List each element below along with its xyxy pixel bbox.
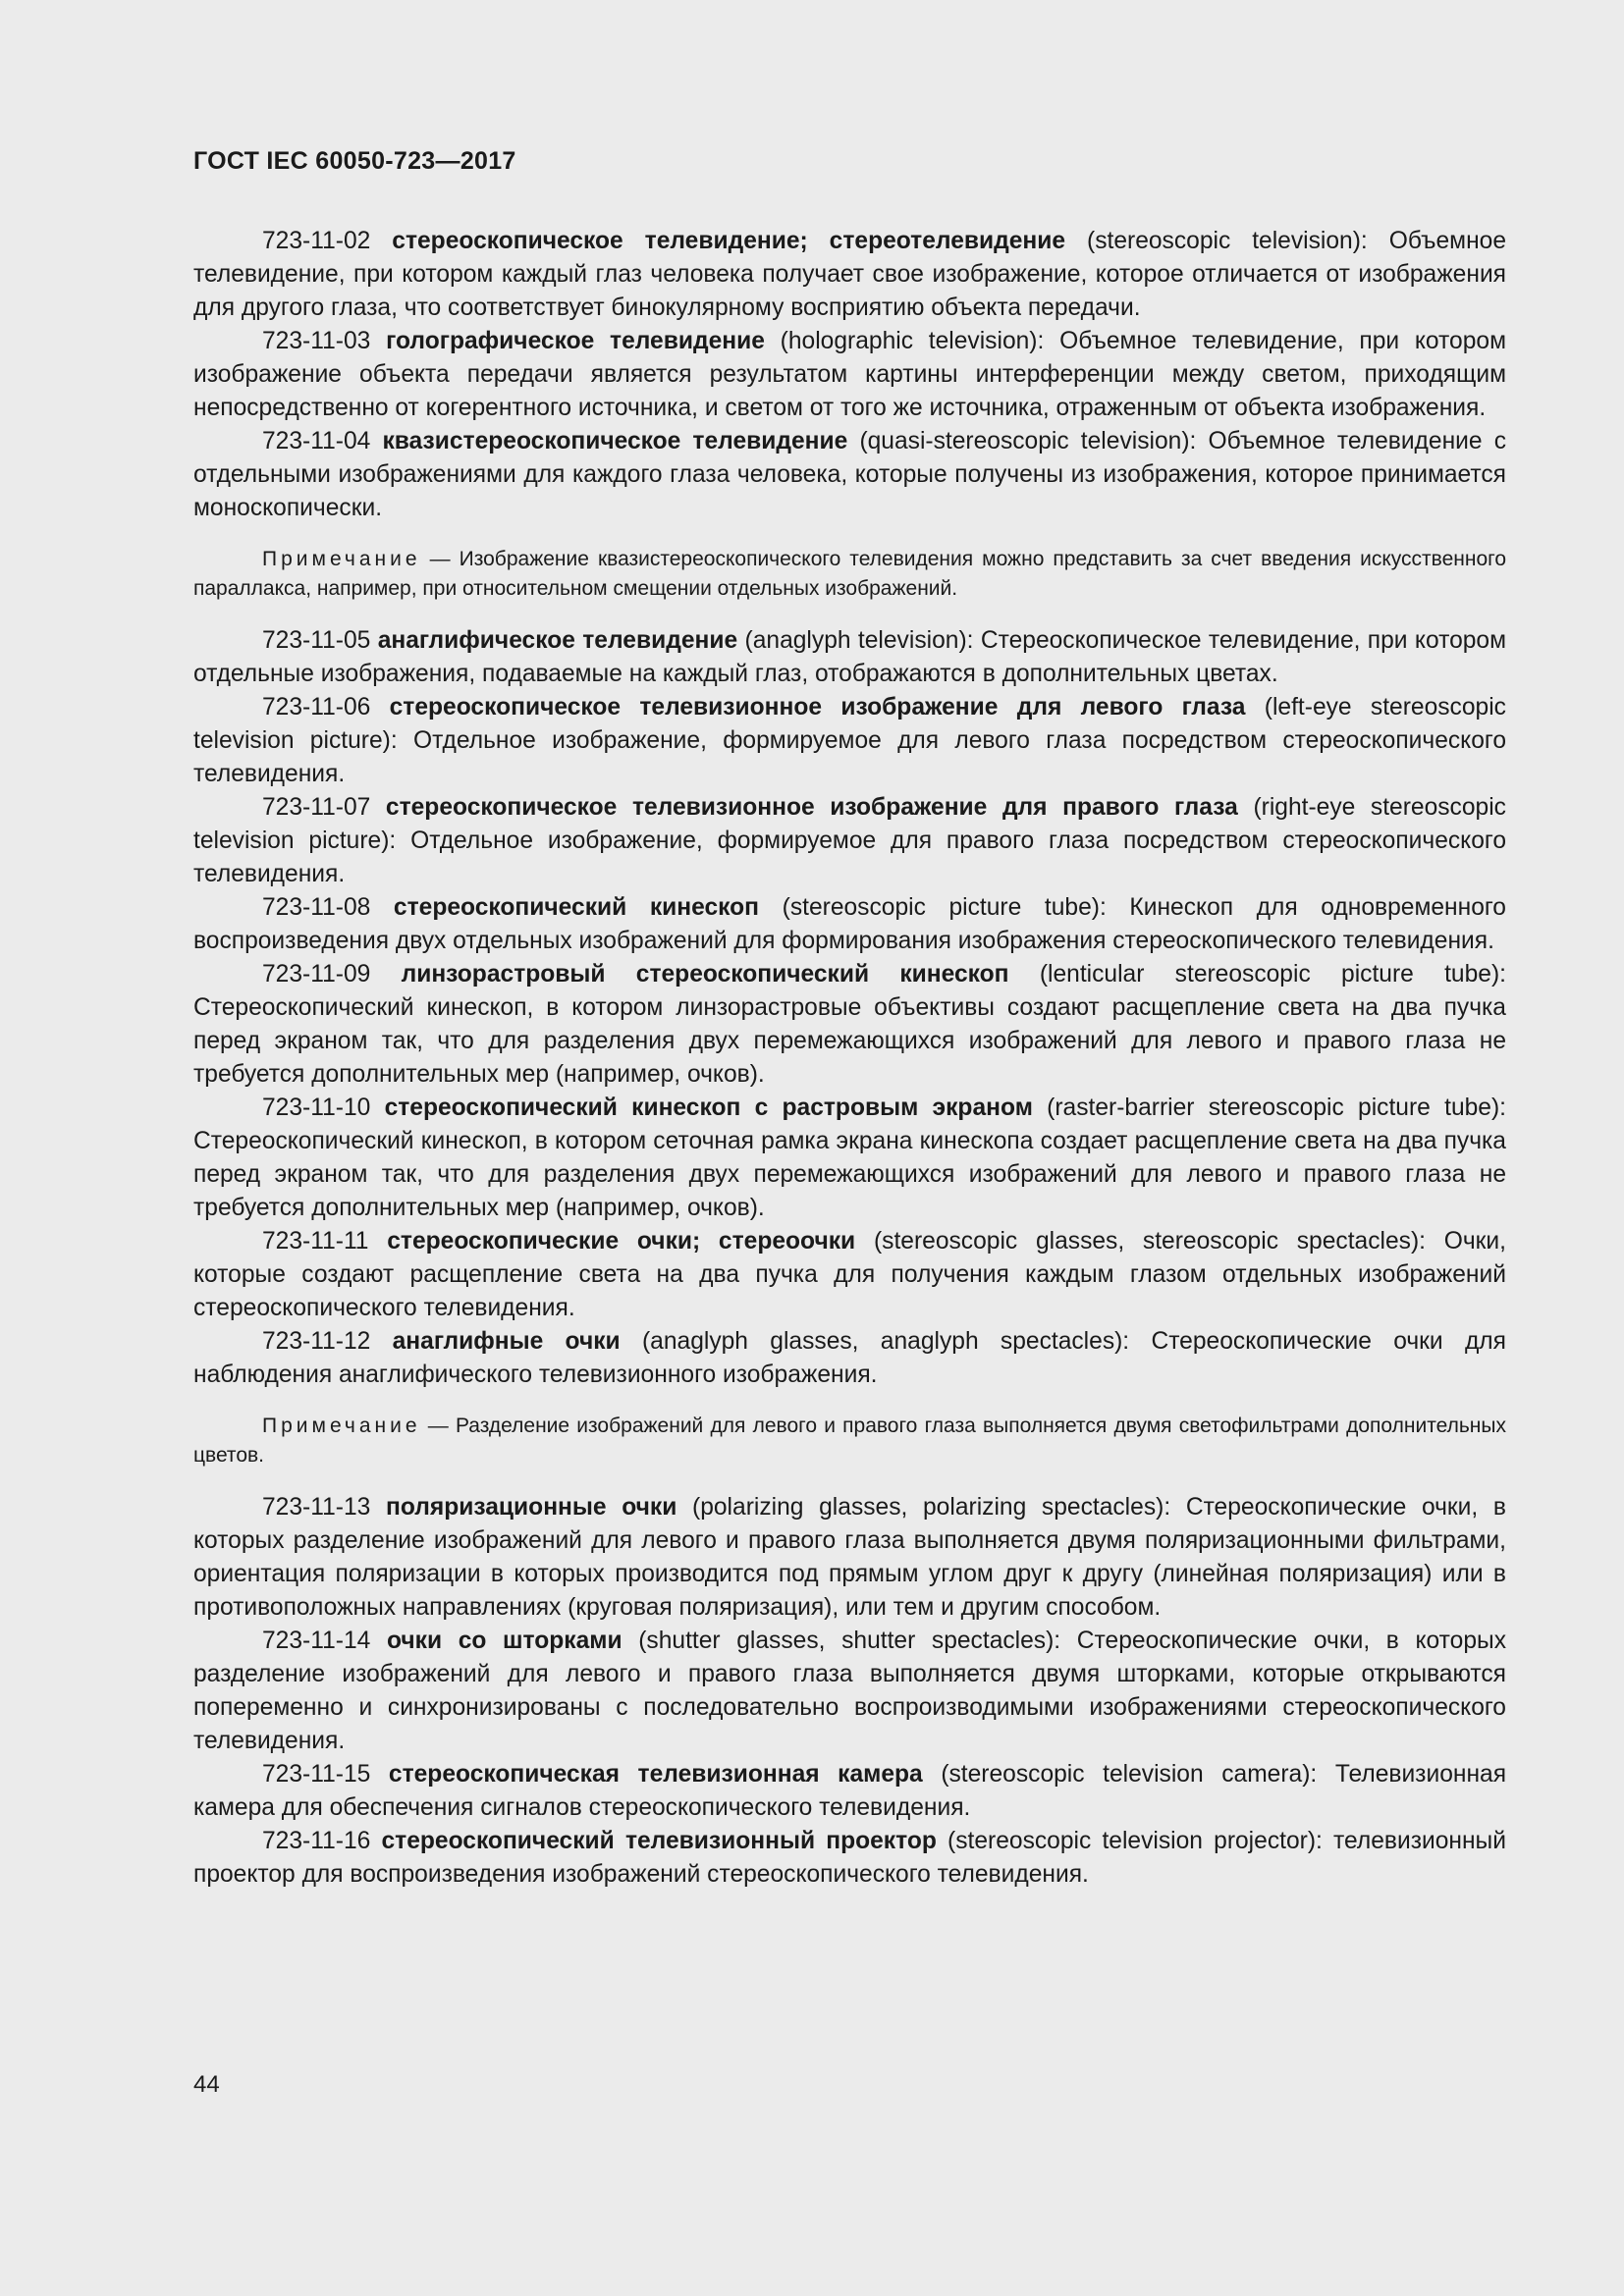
term-number: 723-11-08: [262, 894, 371, 921]
term-number: 723-11-10: [262, 1095, 371, 1121]
term-english: (quasi-stereoscopic television):: [859, 428, 1197, 454]
term-name: стереоскопическое телевизионное изображение для левого глаза: [389, 694, 1246, 721]
term-number: 723-11-15: [262, 1761, 371, 1788]
note-text: — Изображение квазистереоскопического телевидения можно представить за счет введения искусственного параллакса, например, при относительном смещении отдельных изображений.: [193, 548, 1506, 600]
term-definition: Объемное телевидение, при котором каждый глаз человека получает свое изображение, которое отличается от изображения для другого глаза, что соответствует бинокулярному восприятию объекта передачи.: [193, 228, 1507, 321]
document-body: [193, 225, 1506, 1892]
document-header: ГОСТ IEC 60050-723—2017: [193, 147, 516, 175]
term-entry: [193, 325, 1506, 425]
term-definition: Стереоскопические очки для наблюдения анаглифического телевизионного изображения.: [193, 1328, 1506, 1388]
term-entry: [193, 958, 1506, 1092]
term-english: (raster-barrier stereoscopic picture tube):: [1047, 1095, 1506, 1121]
term-english: (stereoscopic television):: [1087, 228, 1368, 254]
term-name: анаглифическое телевидение: [377, 627, 738, 654]
term-english: (stereoscopic television projector):: [947, 1828, 1323, 1854]
term-number: 723-11-07: [262, 794, 371, 821]
term-definition: Стереоскопический кинескоп, в котором линзорастровые объективы создают расщепление света на два пучка перед экраном так, что для разделения двух перемежающихся изображений для левого и правого глаза не требуется дополнительных мер (например, очков).: [193, 994, 1506, 1088]
term-entry: [193, 1758, 1506, 1825]
term-number: 723-11-02: [262, 228, 371, 254]
term-definition: телевизионный проектор для воспроизведения изображений стереоскопического телевидения.: [193, 1828, 1506, 1888]
term-definition: Отдельное изображение, формируемое для левого глаза посредством стереоскопического телевидения.: [193, 727, 1506, 787]
term-english: (polarizing glasses, polarizing spectacles):: [692, 1494, 1171, 1521]
term-name: линзорастровый стереоскопический кинескоп: [401, 961, 1009, 988]
term-entry: [193, 1225, 1506, 1325]
term-name: стереоскопическая телевизионная камера: [388, 1761, 923, 1788]
note: [193, 1412, 1506, 1470]
term-english: (right-eye stereoscopic television picture):: [193, 794, 1506, 854]
term-english: (holographic television):: [780, 328, 1045, 354]
term-name: стереоскопические очки; стереоочки: [387, 1228, 856, 1255]
term-english: (left-eye stereoscopic television picture):: [193, 694, 1506, 754]
term-name: стереоскопический телевизионный проектор: [381, 1828, 937, 1854]
term-definition: Объемное телевидение с отдельными изображениями для каждого глаза человека, которые получены из изображения, которое принимается моноскопически.: [193, 428, 1506, 521]
term-name: стереоскопический кинескоп с растровым экраном: [384, 1095, 1033, 1121]
term-entry: [193, 891, 1506, 958]
term-entry: [193, 791, 1506, 891]
term-number: 723-11-12: [262, 1328, 371, 1355]
term-name: очки со шторками: [386, 1628, 623, 1654]
term-definition: Стереоскопический кинескоп, в котором сеточная рамка экрана кинескопа создает расщепление света на два пучка перед экраном так, что для разделения двух перемежающихся изображений для левого и правого глаза не требуется дополнительных мер (например, очков).: [193, 1128, 1506, 1221]
note-text: — Разделение изображений для левого и правого глаза выполняется двумя светофильтрами дополнительных цветов.: [193, 1415, 1506, 1467]
term-entry: [193, 425, 1506, 525]
term-entry: [193, 624, 1506, 691]
note: [193, 545, 1506, 604]
term-name: поляризационные очки: [385, 1494, 677, 1521]
term-name: стереоскопическое телевизионное изображение для правого глаза: [385, 794, 1238, 821]
term-entry: [193, 225, 1506, 325]
term-number: 723-11-11: [262, 1228, 369, 1255]
term-english: (stereoscopic picture tube):: [782, 894, 1107, 921]
term-definition: Стереоскопические очки, в которых разделение изображений для левого и правого глаза выполняется двумя поляризационными фильтрами, ориентация поляризации в которых производится под прямым углом друг к другу (линейная поляризация) или в противоположных направлениях (круговая поляризация), или тем и другим способом.: [193, 1494, 1506, 1621]
term-english: (anaglyph television):: [744, 627, 974, 654]
term-name: стереоскопическое телевидение; стереотелевидение: [392, 228, 1066, 254]
term-number: 723-11-06: [262, 694, 371, 721]
term-entry: [193, 1325, 1506, 1392]
term-definition: Телевизионная камера для обеспечения сигналов стереоскопического телевидения.: [193, 1761, 1507, 1821]
term-definition: Стереоскопическое телевидение, при котором отдельные изображения, подаваемые на каждый глаз, отображаются в дополнительных цветах.: [193, 627, 1507, 687]
page-number: 44: [193, 2071, 220, 2098]
term-english: (stereoscopic glasses, stereoscopic spectacles):: [873, 1228, 1426, 1255]
term-number: 723-11-04: [262, 428, 371, 454]
term-entry: [193, 1825, 1506, 1892]
term-english: (shutter glasses, shutter spectacles):: [638, 1628, 1061, 1654]
term-english: (anaglyph glasses, anaglyph spectacles):: [641, 1328, 1130, 1355]
term-number: 723-11-03: [262, 328, 371, 354]
term-number: 723-11-09: [262, 961, 371, 988]
term-definition: Очки, которые создают расщепление света на два пучка для получения каждым глазом отдельных изображений стереоскопического телевидения.: [193, 1228, 1507, 1321]
term-number: 723-11-14: [262, 1628, 371, 1654]
term-name: анаглифные очки: [392, 1328, 621, 1355]
term-definition: Отдельное изображение, формируемое для правого глаза посредством стереоскопического телевидения.: [193, 828, 1506, 887]
term-definition: Кинескоп для одновременного воспроизведения двух отдельных изображений для формирования изображения стереоскопического телевидения.: [193, 894, 1506, 954]
term-entry: [193, 691, 1506, 791]
note-label: Примечание: [262, 1415, 421, 1437]
term-number: 723-11-05: [262, 627, 371, 654]
term-number: 723-11-13: [262, 1494, 371, 1521]
term-definition: Объемное телевидение, при котором изображение объекта передачи является результатом картины интерференции между светом, приходящим непосредственно от когерентного источника, и светом от того же источника, отраженным от объекта изображения.: [193, 328, 1506, 421]
term-english: (lenticular stereoscopic picture tube):: [1039, 961, 1506, 988]
term-number: 723-11-16: [262, 1828, 371, 1854]
term-name: стереоскопический кинескоп: [393, 894, 760, 921]
term-name: голографическое телевидение: [386, 328, 765, 354]
term-entry: [193, 1092, 1506, 1225]
term-definition: Стереоскопические очки, в которых разделение изображений для левого и правого глаза выполняется двумя шторками, которые открываются попеременно и синхронизированы с последовательно воспроизводимыми изображениями стереоскопического телевидения.: [193, 1628, 1506, 1754]
term-english: (stereoscopic television camera):: [941, 1761, 1318, 1788]
term-entry: [193, 1625, 1506, 1758]
term-entry: [193, 1491, 1506, 1625]
term-name: квазистереоскопическое телевидение: [382, 428, 848, 454]
note-label: Примечание: [262, 548, 421, 570]
